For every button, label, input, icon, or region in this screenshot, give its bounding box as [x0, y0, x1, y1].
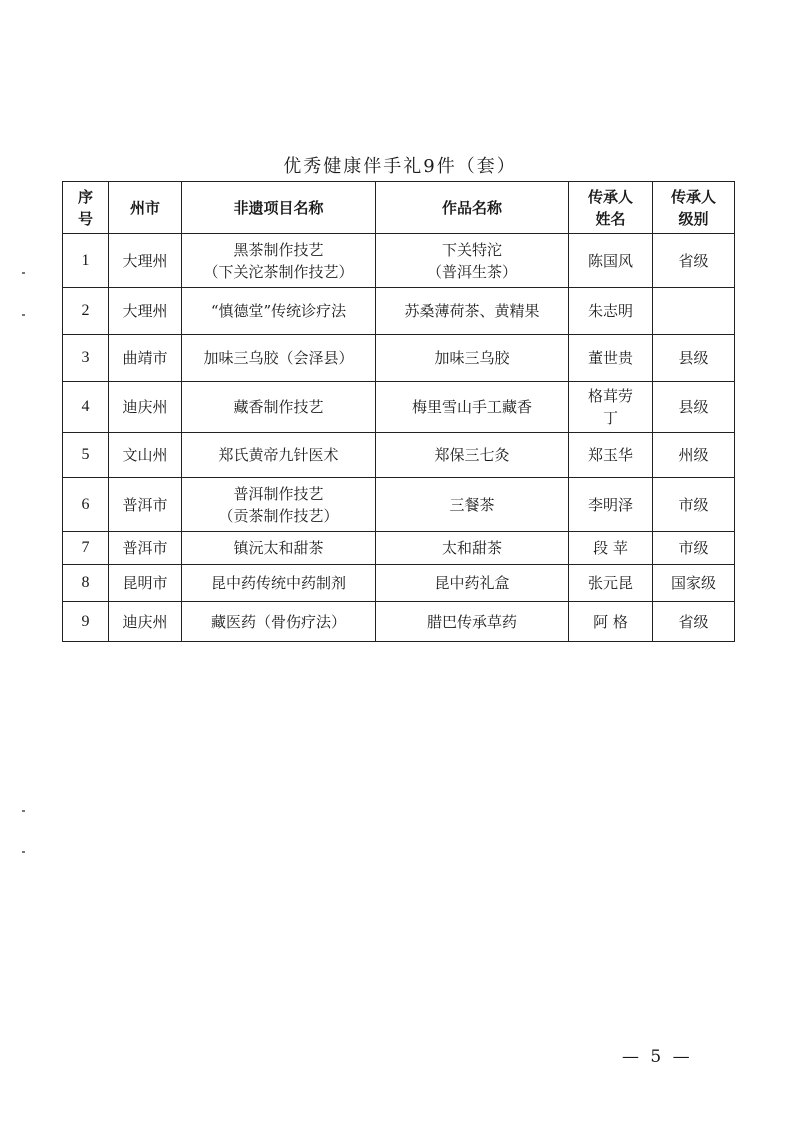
work-cell: 昆中药礼盒 — [376, 565, 569, 602]
seq-cell: 3 — [63, 335, 109, 382]
inheritor-cell: 李明泽 — [569, 478, 653, 532]
level-cell: 省级 — [653, 602, 735, 642]
seq-cell: 9 — [63, 602, 109, 642]
city-cell: 曲靖市 — [109, 335, 182, 382]
inheritor-cell: 阿 格 — [569, 602, 653, 642]
level-cell: 县级 — [653, 382, 735, 433]
table-row — [63, 478, 735, 532]
level-cell: 州级 — [653, 433, 735, 478]
seq-cell: 8 — [63, 565, 109, 602]
page-title: 优秀健康伴手礼9件（套） — [283, 156, 517, 177]
header-project: 非遗项目名称 — [182, 182, 376, 234]
award-table — [62, 181, 735, 642]
city-cell: 迪庆州 — [109, 602, 182, 642]
level-cell — [653, 288, 735, 335]
seq-cell: 1 — [63, 234, 109, 288]
header-inheritor-name: 传承人 姓名 — [569, 182, 653, 234]
table-row — [63, 602, 735, 642]
level-cell: 市级 — [653, 532, 735, 565]
inheritor-cell: 格茸劳 丁 — [569, 382, 653, 433]
project-cell: 郑氏黄帝九针医术 — [182, 433, 376, 478]
project-cell: 加味三乌胶（会泽县） — [182, 335, 376, 382]
seq-cell: 7 — [63, 532, 109, 565]
header-seq: 序 号 — [63, 182, 109, 234]
city-cell: 昆明市 — [109, 565, 182, 602]
project-cell: 普洱制作技艺 （贡茶制作技艺） — [182, 478, 376, 532]
project-cell: 藏香制作技艺 — [182, 382, 376, 433]
work-cell: 三餐茶 — [376, 478, 569, 532]
seq-cell: 4 — [63, 382, 109, 433]
inheritor-cell: 董世贵 — [569, 335, 653, 382]
project-cell: 藏医药（骨伤疗法） — [182, 602, 376, 642]
seq-cell: 6 — [63, 478, 109, 532]
table-row — [63, 234, 735, 288]
project-cell: “慎德堂”传统诊疗法 — [182, 288, 376, 335]
work-cell: 苏桑薄荷茶、黄精果 — [376, 288, 569, 335]
work-cell: 下关特沱 （普洱生茶） — [376, 234, 569, 288]
inheritor-cell: 朱志明 — [569, 288, 653, 335]
level-cell: 省级 — [653, 234, 735, 288]
binding-mark — [22, 851, 25, 853]
work-cell: 加味三乌胶 — [376, 335, 569, 382]
table-row — [63, 382, 735, 433]
work-cell: 梅里雪山手工藏香 — [376, 382, 569, 433]
page-number: — 5 — — [622, 1047, 693, 1067]
header-row — [63, 182, 735, 234]
inheritor-cell: 郑玉华 — [569, 433, 653, 478]
binding-mark — [22, 272, 25, 274]
seq-cell: 2 — [63, 288, 109, 335]
header-inheritor-level: 传承人 级别 — [653, 182, 735, 234]
work-cell: 腊巴传承草药 — [376, 602, 569, 642]
project-cell: 黑茶制作技艺 （下关沱茶制作技艺） — [182, 234, 376, 288]
inheritor-cell: 陈国风 — [569, 234, 653, 288]
header-city: 州市 — [109, 182, 182, 234]
level-cell: 县级 — [653, 335, 735, 382]
city-cell: 大理州 — [109, 234, 182, 288]
project-cell: 昆中药传统中药制剂 — [182, 565, 376, 602]
work-cell: 郑保三七灸 — [376, 433, 569, 478]
inheritor-cell: 段 苹 — [569, 532, 653, 565]
level-cell: 国家级 — [653, 565, 735, 602]
binding-mark — [22, 314, 25, 316]
seq-cell: 5 — [63, 433, 109, 478]
city-cell: 迪庆州 — [109, 382, 182, 433]
city-cell: 大理州 — [109, 288, 182, 335]
city-cell: 普洱市 — [109, 532, 182, 565]
inheritor-cell: 张元昆 — [569, 565, 653, 602]
work-cell: 太和甜茶 — [376, 532, 569, 565]
city-cell: 普洱市 — [109, 478, 182, 532]
table-row — [63, 565, 735, 602]
binding-mark — [22, 810, 25, 812]
header-work: 作品名称 — [376, 182, 569, 234]
table-row — [63, 288, 735, 335]
table-row — [63, 335, 735, 382]
table-row — [63, 433, 735, 478]
level-cell: 市级 — [653, 478, 735, 532]
project-cell: 镇沅太和甜茶 — [182, 532, 376, 565]
city-cell: 文山州 — [109, 433, 182, 478]
table-row — [63, 532, 735, 565]
